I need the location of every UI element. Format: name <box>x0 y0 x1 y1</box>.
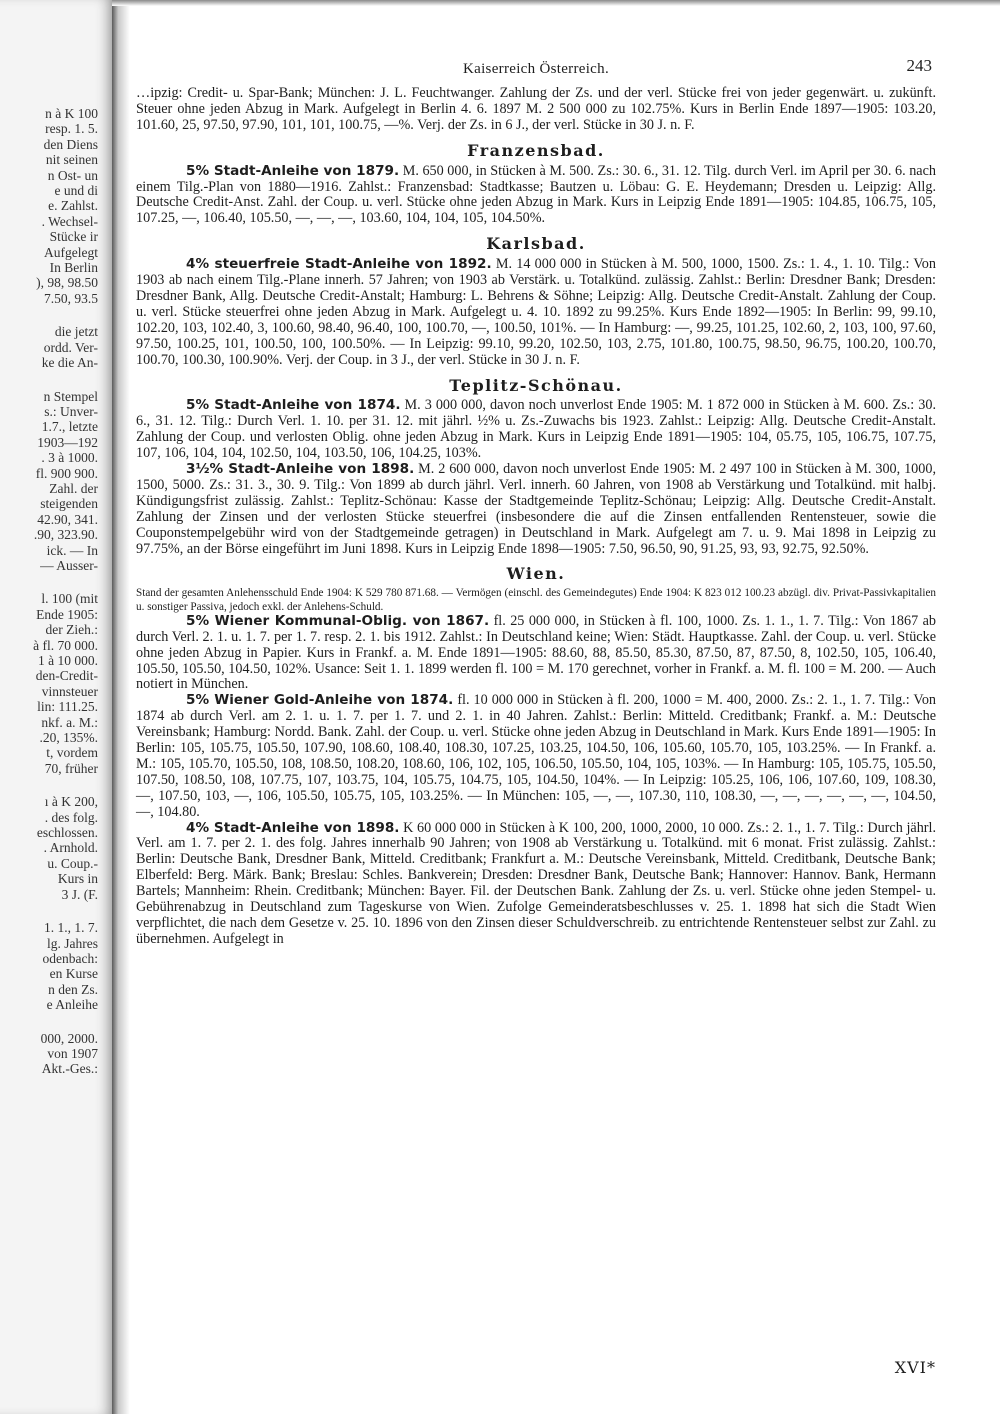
facing-page-line: 3 J. (F. <box>61 886 98 902</box>
facing-page-line: . des folg. <box>44 809 98 825</box>
facing-page-line: n den Zs. <box>48 981 98 997</box>
facing-page-line: resp. 1. 5. <box>45 121 98 137</box>
loan-title: 5% Wiener Kommunal-Oblig. von 1867. <box>186 612 490 629</box>
facing-page-line: 1. 1., 1. 7. <box>44 920 98 936</box>
franzensbad-loan-paragraph <box>136 164 936 228</box>
wien-loan-1898-paragraph <box>136 821 936 948</box>
facing-page-fragment <box>0 0 112 1414</box>
facing-page-line: odenbach: <box>42 950 98 966</box>
facing-page-line: nkf. a. M.: <box>41 714 98 730</box>
facing-page-line: — Ausser- <box>40 557 98 573</box>
facing-page-line: n à K 100 <box>45 106 98 121</box>
loan-title: 4% steuerfreie Stadt-Anleihe von 1892. <box>186 256 492 273</box>
facing-page-line: lg. Jahres <box>47 935 98 951</box>
facing-page-line: ), 98, 98.50 <box>36 275 98 291</box>
loan-text: M. 3 000 000, davon noch unverlost Ende 1905: M. 1 872 000 in Stücken à M. 600. Zs.: 30. 6., 31. 12. Tilg.: Durch Verl. 1. 10. per 31. 12. mit jährl. ½% u. Zs.-Zuwachs bis 1923. Zahlst.: Leipzig: Allg. Deutsche Credit-Anstalt. Zahlung der Coup. und verlosten Oblig. ohne jeden Abzug in Mark. Kurs in Leipzig Ende 1891—1905: 104, 05.75, 105, 106.75, 107.75, 107, 106, 104, 104, 102.50, 104, 103.50, 106, 104.25, 103%. <box>136 397 936 462</box>
facing-page-line: lin: 111.25. <box>37 699 98 715</box>
facing-page-line: 70, früher <box>44 760 98 776</box>
city-heading-karlsbad: Karlsbad. <box>486 234 586 254</box>
facing-page-line <box>0 1013 98 1031</box>
facing-page-line: n Ost- un <box>47 167 98 183</box>
facing-page-line: e und di <box>54 183 98 199</box>
facing-page-line: steigenden <box>40 496 98 512</box>
facing-page-line: vinnsteuer <box>41 683 98 699</box>
loan-title: 4% Stadt-Anleihe von 1898. <box>186 819 400 836</box>
loan-text: M. 650 000, in Stücken à M. 500. Zs.: 30. 6., 31. 12. Tilg. durch Verl. im April per 30. 6. nach einem Tilg.-Plan von 1880—1916. Zahlst.: Franzensbad: Stadtkasse; Bautzen u. Löbau: G. E. Heydemann; Dresden u. Leipzig: Allg. Deutsche Credit-Anst. Zahl. der Coup. u. verl. Stücke ohne jeden Abzug in Mark. Kurs in Leipzig Ende 1891—1905: 104.85, 106.75, 105, 107.25, —, 106.40, 105.50, —, —, —, 103.60, 104, 104, 105, 104.50%. <box>136 162 936 227</box>
facing-page-line: Akt.-Ges.: <box>41 1061 98 1077</box>
facing-page-line: ke die An- <box>41 355 98 371</box>
page-number: 243 <box>906 56 932 75</box>
facing-page-line: u. Coup.- <box>47 855 98 871</box>
facing-page-line: . Wechsel- <box>41 213 98 229</box>
facing-page-line: den-Credit- <box>35 668 98 684</box>
city-heading-wien: Wien. <box>506 564 566 584</box>
facing-page-line <box>0 902 98 920</box>
facing-page-line <box>0 776 98 794</box>
facing-page-line: e. Zahlst. <box>48 198 98 214</box>
facing-page-line: e Anleihe <box>46 997 98 1013</box>
loan-title: 5% Stadt-Anleihe von 1874. <box>186 397 401 414</box>
facing-page-line: Stücke ir <box>49 229 98 245</box>
main-page <box>136 56 936 948</box>
facing-page-line: 1.7., letzte <box>41 419 98 435</box>
facing-page-line: .90, 323.90. <box>33 527 98 543</box>
facing-page-line: .20, 135%. <box>39 730 98 746</box>
facing-page-line: die jetzt <box>54 324 98 340</box>
facing-page-line: l. 100 (mit <box>41 591 98 607</box>
facing-page-line: nit seinen <box>45 152 98 168</box>
facing-page-line: Zahl. der <box>49 480 98 496</box>
facing-page-line: der Zieh.: <box>45 622 98 638</box>
loan-title: 5% Stadt-Anleihe von 1879. <box>186 162 400 179</box>
karlsbad-loan-paragraph <box>136 257 936 368</box>
facing-page-line: von 1907 <box>47 1045 98 1061</box>
facing-page-line: n Stempel <box>43 388 98 404</box>
facing-page-line: Ende 1905: <box>36 606 98 622</box>
teplitz-loan-1898-paragraph <box>136 462 936 557</box>
loan-text: M. 2 600 000, davon noch unverlost Ende 1905: M. 2 497 100 in Stücken à M. 300, 1000, 1500, 5000. Zs.: 31. 3., 30. 9. Tilg.: Von 1899 ab durch jährl. Verl. innerh. 60 Jahren, von 1908 ab Verstärkung und Totalkünd. mit halbj. Kündigungsfrist zulässig. Zahlst.: Teplitz-Schönau: Kasse der Stadtgemeinde Teplitz-Schönau; Leipzig: Allg. Deutsche Credit-Anstalt. Zahlung der Zinsen und der verlosten Stücke steuerfrei (insbesondere die auf die Zinsen entfallenden Rentensteuer, sowie die Couponstempelgebühr wird von der Stadtgemeinde getragen) in Deutschland in Mark. Aufgelegt am 7. u. 9. Mai 1898 in Leipzig zu 97.75%, an der Börse eingeführt im Juni 1898. Kurs in Leipzig Ende 1898—1905: 7.50, 96.50, 90, 91.25, 93, 93, 92.75, 92.50%. <box>136 461 936 557</box>
facing-page-line: à fl. 70 000. <box>33 637 98 653</box>
facing-page-line: s.: Unver- <box>44 403 98 419</box>
facing-page-line: Kurs in <box>57 871 98 887</box>
loan-title: 5% Wiener Gold-Anleihe von 1874. <box>186 692 454 709</box>
facing-page-line <box>0 371 98 389</box>
facing-page-line: 7.50, 93.5 <box>44 290 98 306</box>
facing-page-line: fl. 900 900. <box>35 465 98 481</box>
facing-page-line <box>0 573 98 591</box>
facing-page-line: t, vordem <box>46 745 98 761</box>
signature-mark: XVI* <box>894 1358 936 1377</box>
facing-page-line: . Arnhold. <box>43 840 98 856</box>
book-gutter <box>112 0 130 1414</box>
facing-page-line: eschlossen. <box>36 825 98 841</box>
facing-page-line: 000, 2000. <box>40 1030 98 1046</box>
wien-loan-1867-paragraph <box>136 614 936 694</box>
facing-page-line <box>0 306 98 324</box>
loan-title: 3½% Stadt-Anleihe von 1898. <box>186 461 415 478</box>
facing-page-line: 1 à 10 000. <box>38 653 98 668</box>
facing-page-line: 1903—192 <box>37 434 98 450</box>
facing-page-line: 42.90, 341. <box>37 511 98 527</box>
facing-page-text <box>0 106 98 1077</box>
city-heading-teplitz: Teplitz-Schönau. <box>449 375 623 395</box>
facing-page-line: en Kurse <box>49 966 98 982</box>
city-heading-franzensbad: Franzensbad. <box>467 140 605 160</box>
facing-page-line: ı à K 200, <box>44 794 98 810</box>
loan-text: K 60 000 000 in Stücken à K 100, 200, 1000, 2000, 10 000. Zs.: 2. 1., 1. 7. Tilg.: Durch jährl. Verl. am 1. 7. per 2. 1. des folg. Jahres innerhalb 90 Jahren; von 1908 ab Verstärkung u. Totalkünd. mit 6 monat. Frist zulässig. Zahlst.: Berlin: Deutsche Bank, Dresdner Bank, Mitteld. Creditbank; Frankfurt a. M.: Deutsche Vereinsbank, Mitteld. Creditbank, Deutsche Bank; Elberfeld: Berg. Märk. Bank; Breslau: Schles. Bankverein; Dresden: Dresdner Bank, Deutsche Bank; Hannover: Hannov. Bank, Hermann Bartels; Mannheim: Rhein. Creditbank; München: Bayer. Fil. der Deutschen Bank. Zahlung der Zs. u. verl. Stücke ohne jeden Stempel- u. Gebührenabzug in Deutschland zum Tageskurse von Wien. Zufolge Gemeinderatsbeschlusses v. 25. 1. 1898 hat sich die Stadt Wien verpflichtet, die nach dem Gesetze v. 25. 10. 1896 von den Zinsen dieser Schuldverschreib. zu entrichtende Rentensteuer selbst zur Zahl. zu übernehmen. Aufgelegt in <box>136 819 936 947</box>
loan-text: M. 14 000 000 in Stücken à M. 500, 1000, 1500. Zs.: 1. 4., 1. 10. Tilg.: Von 1903 ab nach einem Tilg.-Plane innerh. 57 Jahren; von 1903 ab Verstärk. u. Totalkünd. zulässig. Zahlst.: Berlin: Dresdner Bank; Dresden: Dresdner Bank, Allg. Deutsche Credit-Anstalt; Hamburg: L. Behrens & Söhne; Leipzig: Allg. Deutsche Credit-Anstalt. Zahlung der Coup. u. verl. Stücke steuerfrei ohne jeden Abzug in Mark. Aufgelegt u. 4. 10. 1892 zu 99.25%. Kurs Ende 1892—1905: In Berlin: 99, 99.10, 102.20, 103, 102.40, 3, 100.60, 98.40, 96.40, 100, 100.70, —, 100.50, 101%. — In Hamburg: —, 99.25, 101.25, 102.60, 2, 103, 100, 97.60, 97.50, 100.25, 101, 100.50, 100, 100.50%. — In Leipzig: 99.10, 99.20, 102.50, 103, 2.75, 101.80, 100.75, 98.50, 96.75, 100.20, 100.70, 100.70, 100.30, 100.90%. Verj. der Coup. in 3 J., der verl. Stücke in 30 J. n. F. <box>136 256 936 368</box>
page-header <box>136 56 936 86</box>
facing-page-line: In Berlin <box>49 260 98 276</box>
facing-page-line: . 3 à 1000. <box>41 450 98 466</box>
wien-debt-note: Stand der gesamten Anlehensschuld Ende 1904: K 529 780 871.68. — Vermögen (einschl. des Gemeindegutes) Ende 1904: K 823 012 100.23 abzügl. div. Privat-Passivkapitalien u. sonstiger Passiva, jedoch exkl. der Anlehens-Schuld. <box>136 587 936 613</box>
loan-text: fl. 25 000 000, in Stücken à fl. 100, 1000. Zs. 1. 1., 1. 7. Tilg.: Von 1867 ab durch Verl. 2. 1. u. 1. 7. per 1. 7. resp. 2. 1. bis 1912. Zahlst.: In Deutschland keine; Wien: Städt. Hauptkasse. Zahl. der Coup. u. verl. Stücke ohne jeden Abzug in Papier. Kurs in Frankf. a. M. Ende 1891—1905: 88.60, 88, 85.50, 85.30, 87.50, 87, 87.50, 8, 102.50, 105, 106.40, 105.50, 105.50, 104.50, 102%. Usance: Seit 1. 1. 1899 werden fl. 100 = M. 170 gerechnet, vorher in Frankf. a. M. fl. 100 = M. 200. — Auch notiert in München. <box>136 612 936 693</box>
facing-page-line: ick. — In <box>46 542 98 558</box>
facing-page-line: den Diens <box>43 136 98 152</box>
facing-page-line: ordd. Ver- <box>43 339 98 355</box>
loan-text: fl. 10 000 000 in Stücken à fl. 200, 1000 = M. 400, 2000. Zs.: 2. 1., 1. 7. Tilg.: Von 1874 ab durch Verl. am 2. 1. u. 1. 7. per 1. 7. und 2. 1. in 40 Jahren. Zahlst.: Berlin: Mitteld. Creditbank; Frankf. a. M.: Deutsche Vereinsbank; Hamburg: Nordd. Bank. Zahl. der Coup. u. verl. Stücke ohne jeden Abzug in Deutschland in Mark. Kurs Ende 1891—1905: In Berlin: 105, 105.75, 105.50, 107.90, 108.60, 108.40, 108.30, 107.25, 103.25, 104.50, 106, 105.60, 105.70, 105, 103.25%. — In Frankf. a. M.: 105, 105.70, 105.50, 108, 108.50, 108.20, 108.60, 106, 102, 105, 106.50, 105.50, 104, 105, 103%. — In Hamburg: 105, 105.75, 105.50, 107.50, 108.50, 108, 107.75, 107, 103.75, 104, 105.75, 104.75, 105, 104.50, 104%. — In Leipzig: 105.25, 106, 106, 107.60, 109, 108.30, —, 107.50, 103, —, 106, 105.50, 105.75, 105, 103.25%. — In München: 105, —, —, 107.30, 110, 108.30, —, —, —, —, —, —, 104.50, —, 104.80. <box>136 692 937 820</box>
teplitz-loan-1874-paragraph <box>136 398 936 462</box>
wien-loan-1874-paragraph <box>136 693 936 820</box>
running-title: Kaiserreich Österreich. <box>463 61 609 77</box>
leipzig-intro-paragraph: …ipzig: Credit- u. Spar-Bank; München: J. L. Feuchtwanger. Zahlung der Zs. und der verl. Stücke frei von jeder gegenwärt. u. zukünft. Steuer ohne jeden Abzug in Mark. Aufgelegt in Berlin 4. 6. 1897 M. 2 500 000 zu 102.75%. Kurs in Berlin Ende 1897—1905: 103.20, 101.60, 25, 97.50, 97.90, 101, 101, 100.75, —%. Verj. der Zs. in 6 J., der verl. Stücke in 30 J. n. F. <box>136 85 936 133</box>
facing-page-line: Aufgelegt <box>44 244 98 260</box>
page-top-edge <box>112 0 1000 6</box>
